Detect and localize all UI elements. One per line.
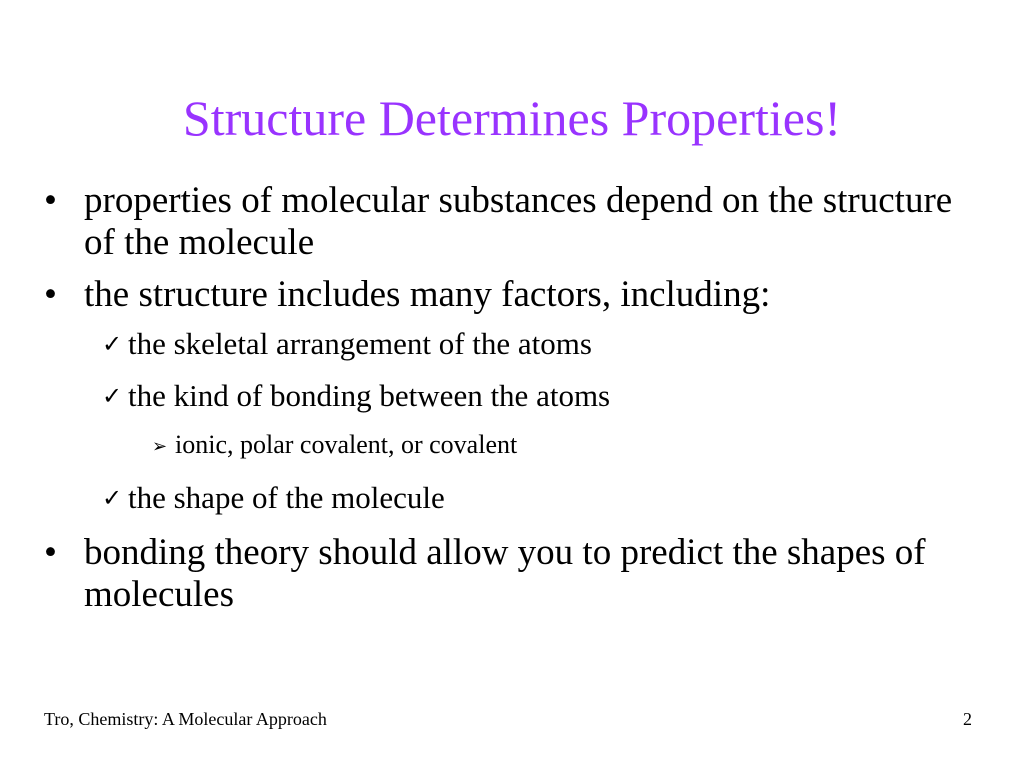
sub-bullet-text: the skeletal arrangement of the atoms	[128, 326, 592, 361]
bullet-text: properties of molecular substances depend on the structure of the molecule	[84, 180, 953, 263]
sub-bullet-item	[44, 378, 984, 414]
bullet-text: the structure includes many factors, including:	[84, 274, 771, 315]
checkmark-icon: ✓	[102, 330, 123, 358]
sub-bullet-item	[44, 326, 984, 362]
bullet-text: bonding theory should allow you to predict the shapes of molecules	[84, 532, 926, 615]
bullet-item	[44, 274, 984, 316]
sub-sub-bullet-item	[44, 430, 984, 460]
footer-source: Tro, Chemistry: A Molecular Approach	[44, 709, 327, 729]
bullet-icon: •	[44, 274, 57, 315]
arrowhead-icon: ➢	[152, 436, 168, 457]
checkmark-icon: ✓	[102, 382, 123, 410]
bullet-icon: •	[44, 532, 57, 573]
slide-body	[44, 180, 984, 626]
sub-bullet-item	[44, 480, 984, 516]
slide-title: Structure Determines Properties!	[182, 90, 842, 146]
page-number: 2	[963, 709, 972, 729]
bullet-item	[44, 180, 984, 264]
sub-bullet-text: the kind of bonding between the atoms	[128, 378, 611, 413]
sub-sub-bullet-text: ionic, polar covalent, or covalent	[175, 430, 518, 459]
bullet-icon: •	[44, 180, 57, 221]
bullet-item	[44, 532, 984, 616]
checkmark-icon: ✓	[102, 484, 123, 512]
sub-bullet-text: the shape of the molecule	[128, 480, 445, 515]
